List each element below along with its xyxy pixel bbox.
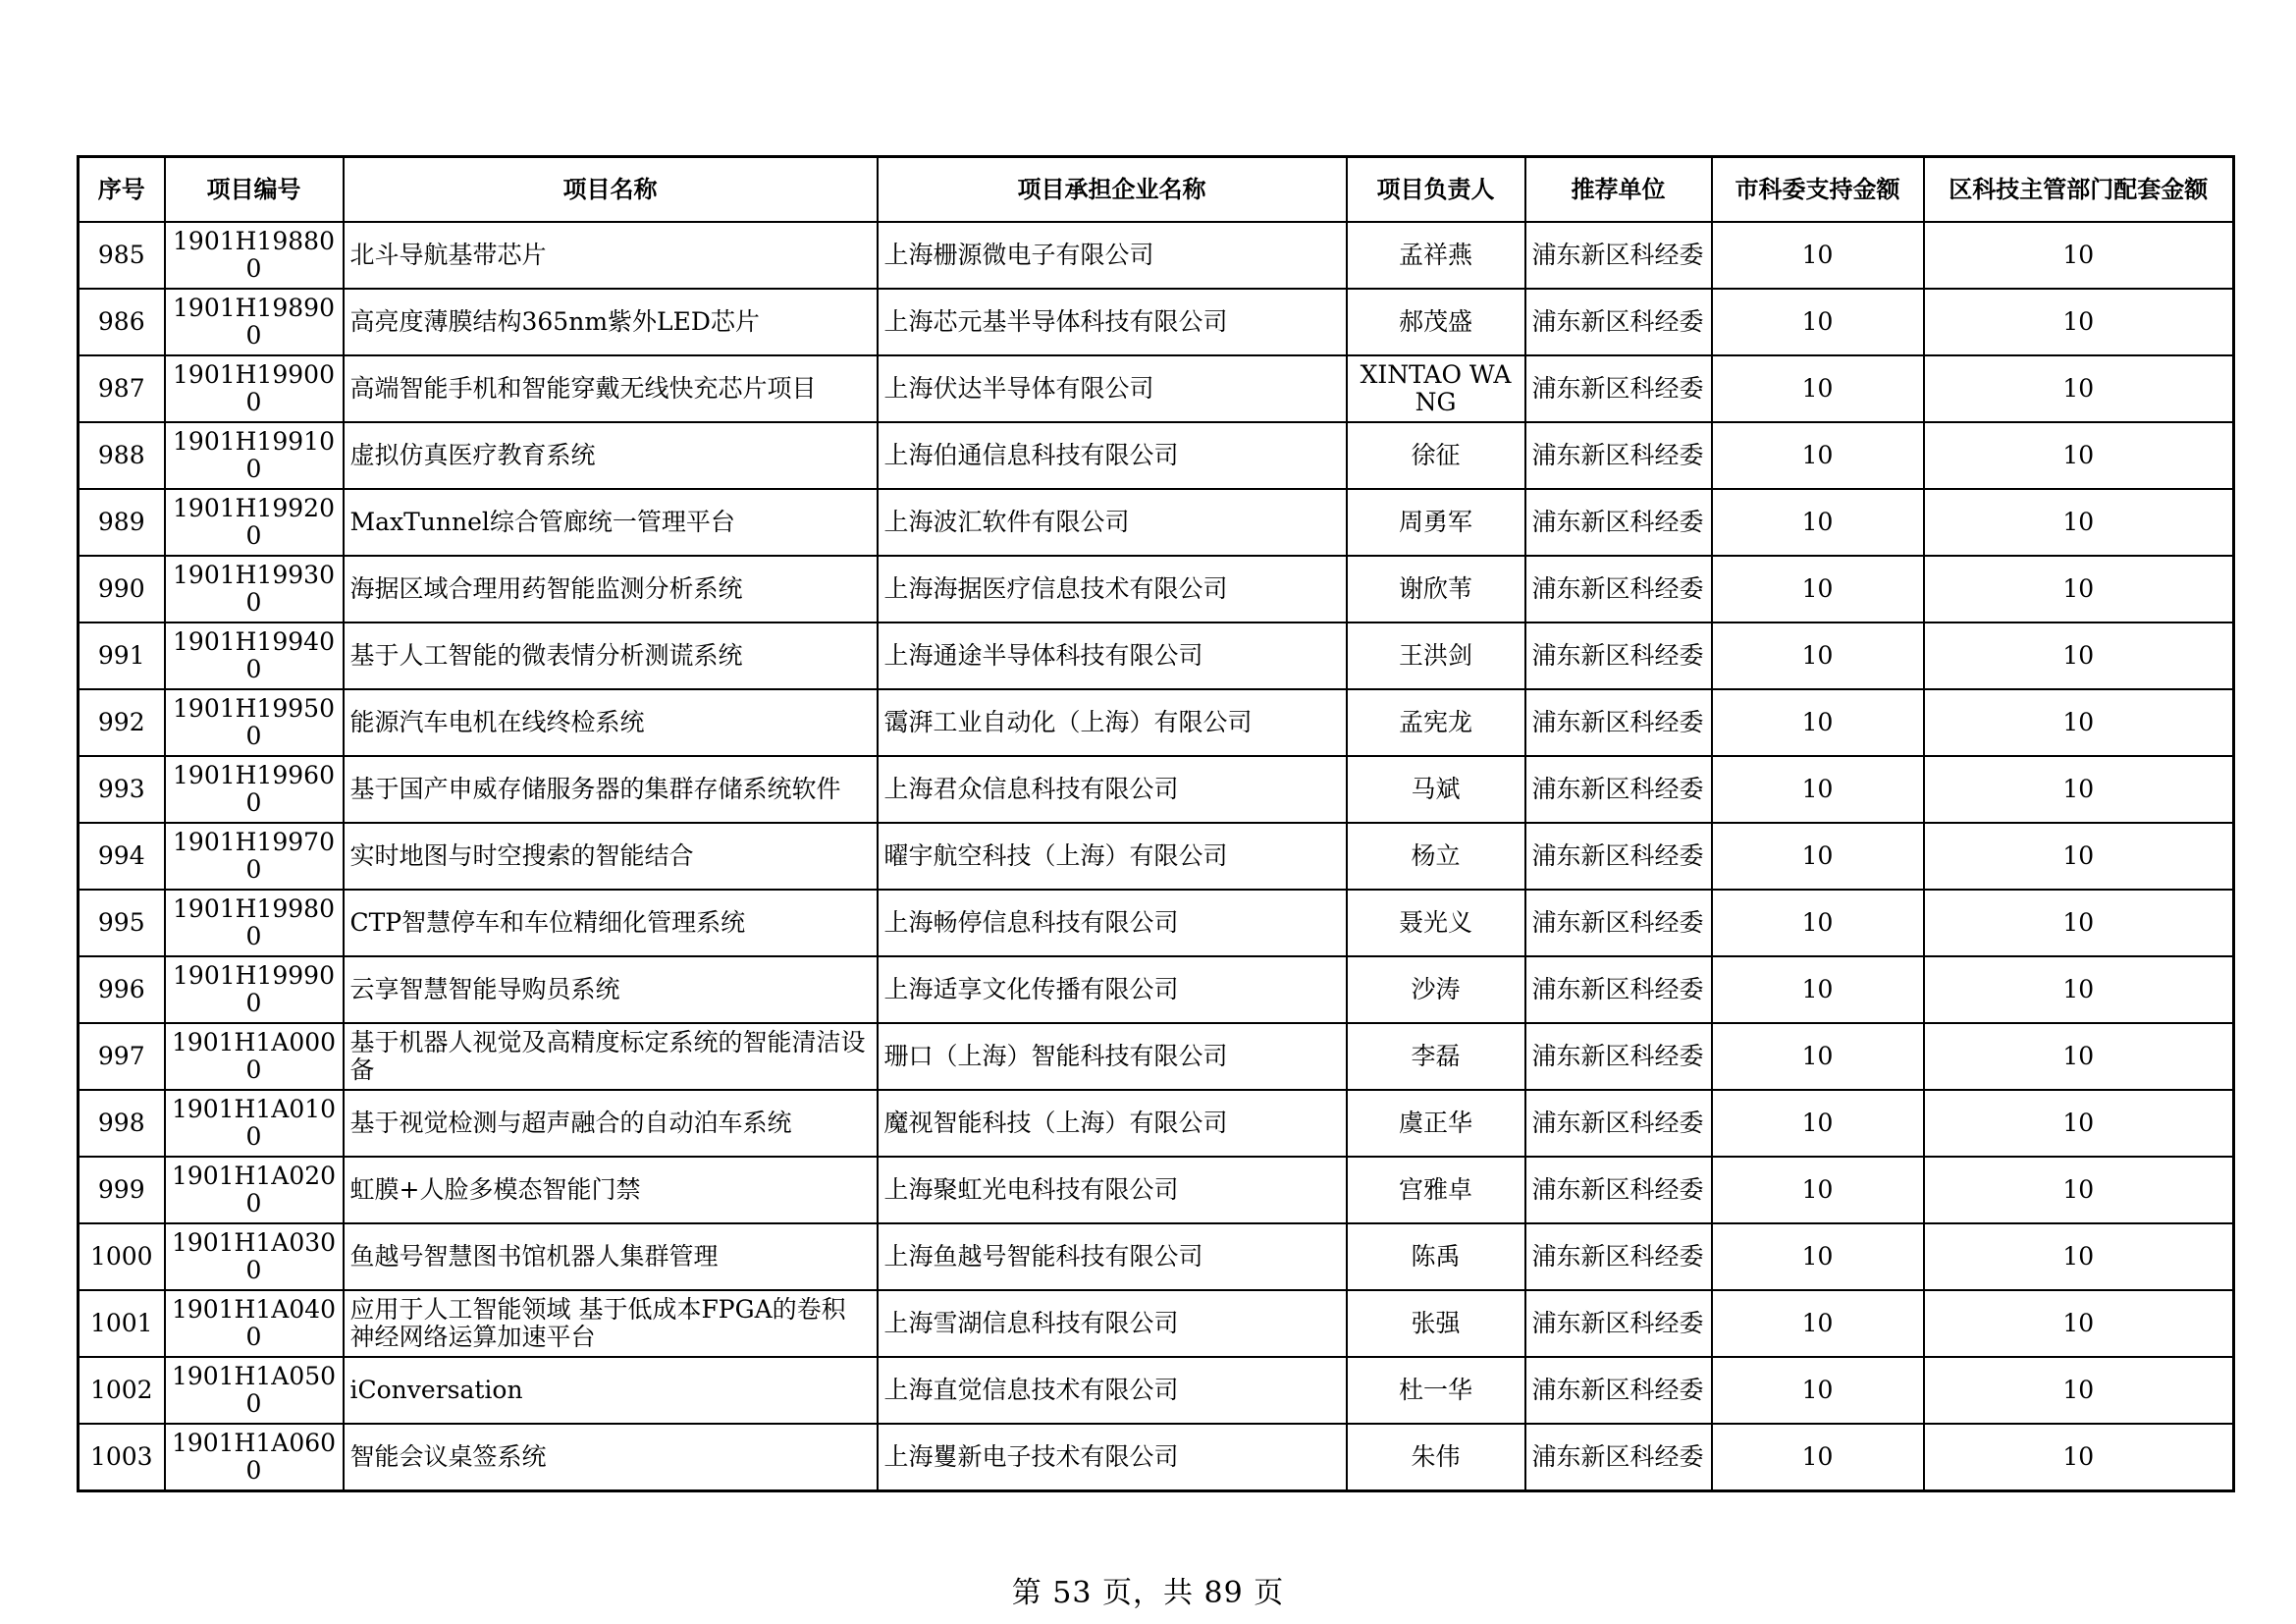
cell-city-funding: 10 [1712, 956, 1924, 1023]
cell-company-name: 上海直觉信息技术有限公司 [878, 1357, 1347, 1424]
cell-project-name: 基于视觉检测与超声融合的自动泊车系统 [344, 1090, 878, 1157]
cell-project-code: 1901H199700 [165, 823, 344, 890]
cell-district-funding: 10 [1924, 890, 2234, 956]
cell-project-leader: 孟祥燕 [1347, 222, 1525, 289]
table-row [79, 556, 2234, 623]
table-row [79, 422, 2234, 489]
cell-project-leader: 徐征 [1347, 422, 1525, 489]
table-row [79, 489, 2234, 556]
cell-project-leader: 周勇军 [1347, 489, 1525, 556]
cell-project-code: 1901H1A0100 [165, 1090, 344, 1157]
table-row [79, 355, 2234, 422]
header-recommending-unit: 推荐单位 [1525, 157, 1712, 223]
cell-company-name: 上海畅停信息科技有限公司 [878, 890, 1347, 956]
cell-company-name: 上海雪湖信息科技有限公司 [878, 1290, 1347, 1357]
cell-seq: 985 [79, 222, 165, 289]
cell-company-name: 上海聚虹光电科技有限公司 [878, 1157, 1347, 1223]
cell-project-name: 高端智能手机和智能穿戴无线快充芯片项目 [344, 355, 878, 422]
cell-recommending-unit: 浦东新区科经委 [1525, 623, 1712, 689]
cell-district-funding: 10 [1924, 689, 2234, 756]
cell-recommending-unit: 浦东新区科经委 [1525, 556, 1712, 623]
cell-recommending-unit: 浦东新区科经委 [1525, 956, 1712, 1023]
cell-city-funding: 10 [1712, 1090, 1924, 1157]
cell-city-funding: 10 [1712, 1023, 1924, 1090]
cell-recommending-unit: 浦东新区科经委 [1525, 1223, 1712, 1290]
cell-project-name: 海据区域合理用药智能监测分析系统 [344, 556, 878, 623]
cell-district-funding: 10 [1924, 623, 2234, 689]
cell-city-funding: 10 [1712, 1357, 1924, 1424]
cell-project-code: 1901H1A0000 [165, 1023, 344, 1090]
cell-project-code: 1901H199100 [165, 422, 344, 489]
cell-recommending-unit: 浦东新区科经委 [1525, 823, 1712, 890]
cell-company-name: 上海矍新电子技术有限公司 [878, 1424, 1347, 1491]
cell-seq: 992 [79, 689, 165, 756]
cell-district-funding: 10 [1924, 289, 2234, 355]
cell-project-leader: 王洪剑 [1347, 623, 1525, 689]
table-row [79, 1223, 2234, 1290]
cell-project-name: iConversation [344, 1357, 878, 1424]
cell-project-leader: 虞正华 [1347, 1090, 1525, 1157]
cell-company-name: 珊口（上海）智能科技有限公司 [878, 1023, 1347, 1090]
table-row [79, 1157, 2234, 1223]
cell-company-name: 霭湃工业自动化（上海）有限公司 [878, 689, 1347, 756]
cell-project-name: 虹膜+人脸多模态智能门禁 [344, 1157, 878, 1223]
cell-seq: 997 [79, 1023, 165, 1090]
cell-city-funding: 10 [1712, 1223, 1924, 1290]
cell-district-funding: 10 [1924, 1290, 2234, 1357]
table-row [79, 1090, 2234, 1157]
table-row [79, 1357, 2234, 1424]
cell-city-funding: 10 [1712, 355, 1924, 422]
cell-project-code: 1901H198800 [165, 222, 344, 289]
cell-project-leader: 朱伟 [1347, 1424, 1525, 1491]
cell-recommending-unit: 浦东新区科经委 [1525, 289, 1712, 355]
cell-project-code: 1901H199200 [165, 489, 344, 556]
cell-project-leader: 马斌 [1347, 756, 1525, 823]
cell-project-code: 1901H1A0600 [165, 1424, 344, 1491]
cell-project-name: 能源汽车电机在线终检系统 [344, 689, 878, 756]
cell-project-code: 1901H199500 [165, 689, 344, 756]
cell-project-name: 基于人工智能的微表情分析测谎系统 [344, 623, 878, 689]
cell-project-name: 虚拟仿真医疗教育系统 [344, 422, 878, 489]
cell-district-funding: 10 [1924, 1223, 2234, 1290]
cell-district-funding: 10 [1924, 823, 2234, 890]
table-row [79, 222, 2234, 289]
cell-company-name: 上海芯元基半导体科技有限公司 [878, 289, 1347, 355]
cell-city-funding: 10 [1712, 689, 1924, 756]
cell-project-leader: 李磊 [1347, 1023, 1525, 1090]
cell-recommending-unit: 浦东新区科经委 [1525, 422, 1712, 489]
cell-recommending-unit: 浦东新区科经委 [1525, 1023, 1712, 1090]
cell-project-name: 云享智慧智能导购员系统 [344, 956, 878, 1023]
cell-project-leader: 张强 [1347, 1290, 1525, 1357]
header-district-funding: 区科技主管部门配套金额 [1924, 157, 2234, 223]
cell-district-funding: 10 [1924, 1424, 2234, 1491]
table-row [79, 623, 2234, 689]
cell-project-code: 1901H199600 [165, 756, 344, 823]
cell-city-funding: 10 [1712, 489, 1924, 556]
cell-district-funding: 10 [1924, 422, 2234, 489]
cell-recommending-unit: 浦东新区科经委 [1525, 1157, 1712, 1223]
cell-district-funding: 10 [1924, 1090, 2234, 1157]
cell-project-name: 鱼越号智慧图书馆机器人集群管理 [344, 1223, 878, 1290]
table-row [79, 890, 2234, 956]
cell-project-name: 基于国产申威存储服务器的集群存储系统软件 [344, 756, 878, 823]
cell-project-leader: 杨立 [1347, 823, 1525, 890]
cell-project-code: 1901H199900 [165, 956, 344, 1023]
cell-project-name: 基于机器人视觉及高精度标定系统的智能清洁设备 [344, 1023, 878, 1090]
cell-company-name: 上海君众信息科技有限公司 [878, 756, 1347, 823]
header-project-code: 项目编号 [165, 157, 344, 223]
cell-recommending-unit: 浦东新区科经委 [1525, 1090, 1712, 1157]
cell-seq: 998 [79, 1090, 165, 1157]
cell-project-name: 应用于人工智能领域 基于低成本FPGA的卷积神经网络运算加速平台 [344, 1290, 878, 1357]
header-company-name: 项目承担企业名称 [878, 157, 1347, 223]
cell-recommending-unit: 浦东新区科经委 [1525, 756, 1712, 823]
cell-project-code: 1901H199800 [165, 890, 344, 956]
header-city-funding: 市科委支持金额 [1712, 157, 1924, 223]
cell-project-name: MaxTunnel综合管廊统一管理平台 [344, 489, 878, 556]
cell-project-leader: 郝茂盛 [1347, 289, 1525, 355]
cell-project-code: 1901H199400 [165, 623, 344, 689]
cell-recommending-unit: 浦东新区科经委 [1525, 689, 1712, 756]
cell-company-name: 上海伯通信息科技有限公司 [878, 422, 1347, 489]
cell-project-name: 高亮度薄膜结构365nm紫外LED芯片 [344, 289, 878, 355]
cell-project-leader: 宫雅卓 [1347, 1157, 1525, 1223]
cell-seq: 1002 [79, 1357, 165, 1424]
cell-district-funding: 10 [1924, 1157, 2234, 1223]
cell-company-name: 上海通途半导体科技有限公司 [878, 623, 1347, 689]
cell-project-leader: 陈禹 [1347, 1223, 1525, 1290]
cell-project-code: 1901H199000 [165, 355, 344, 422]
cell-company-name: 上海栅源微电子有限公司 [878, 222, 1347, 289]
cell-project-leader: XINTAO WANG [1347, 355, 1525, 422]
cell-district-funding: 10 [1924, 556, 2234, 623]
cell-company-name: 上海鱼越号智能科技有限公司 [878, 1223, 1347, 1290]
projects-table [77, 155, 2235, 1492]
table-row [79, 289, 2234, 355]
cell-recommending-unit: 浦东新区科经委 [1525, 1357, 1712, 1424]
cell-project-leader: 沙涛 [1347, 956, 1525, 1023]
cell-seq: 991 [79, 623, 165, 689]
cell-seq: 995 [79, 890, 165, 956]
cell-company-name: 上海伏达半导体有限公司 [878, 355, 1347, 422]
cell-seq: 1003 [79, 1424, 165, 1491]
cell-project-leader: 杜一华 [1347, 1357, 1525, 1424]
cell-district-funding: 10 [1924, 355, 2234, 422]
header-project-name: 项目名称 [344, 157, 878, 223]
cell-city-funding: 10 [1712, 823, 1924, 890]
cell-district-funding: 10 [1924, 1023, 2234, 1090]
cell-project-code: 1901H1A0400 [165, 1290, 344, 1357]
cell-seq: 989 [79, 489, 165, 556]
cell-project-code: 1901H1A0500 [165, 1357, 344, 1424]
cell-project-code: 1901H1A0200 [165, 1157, 344, 1223]
cell-recommending-unit: 浦东新区科经委 [1525, 1290, 1712, 1357]
cell-recommending-unit: 浦东新区科经委 [1525, 1424, 1712, 1491]
cell-city-funding: 10 [1712, 756, 1924, 823]
cell-city-funding: 10 [1712, 1424, 1924, 1491]
cell-district-funding: 10 [1924, 489, 2234, 556]
table-row [79, 823, 2234, 890]
table-row [79, 756, 2234, 823]
cell-project-leader: 孟宪龙 [1347, 689, 1525, 756]
cell-district-funding: 10 [1924, 956, 2234, 1023]
cell-project-code: 1901H1A0300 [165, 1223, 344, 1290]
cell-seq: 1000 [79, 1223, 165, 1290]
header-project-leader: 项目负责人 [1347, 157, 1525, 223]
cell-recommending-unit: 浦东新区科经委 [1525, 489, 1712, 556]
cell-company-name: 曜宇航空科技（上海）有限公司 [878, 823, 1347, 890]
cell-city-funding: 10 [1712, 222, 1924, 289]
cell-seq: 988 [79, 422, 165, 489]
cell-city-funding: 10 [1712, 556, 1924, 623]
cell-company-name: 上海适享文化传播有限公司 [878, 956, 1347, 1023]
cell-seq: 987 [79, 355, 165, 422]
cell-project-name: 北斗导航基带芯片 [344, 222, 878, 289]
cell-company-name: 魔视智能科技（上海）有限公司 [878, 1090, 1347, 1157]
cell-seq: 990 [79, 556, 165, 623]
cell-seq: 999 [79, 1157, 165, 1223]
header-row [79, 157, 2234, 223]
cell-city-funding: 10 [1712, 623, 1924, 689]
cell-seq: 993 [79, 756, 165, 823]
table-row [79, 689, 2234, 756]
cell-seq: 996 [79, 956, 165, 1023]
header-seq: 序号 [79, 157, 165, 223]
cell-district-funding: 10 [1924, 222, 2234, 289]
cell-city-funding: 10 [1712, 1290, 1924, 1357]
cell-recommending-unit: 浦东新区科经委 [1525, 222, 1712, 289]
cell-project-leader: 谢欣苇 [1347, 556, 1525, 623]
cell-seq: 1001 [79, 1290, 165, 1357]
cell-seq: 994 [79, 823, 165, 890]
cell-project-name: 智能会议桌签系统 [344, 1424, 878, 1491]
cell-project-name: 实时地图与时空搜索的智能结合 [344, 823, 878, 890]
cell-recommending-unit: 浦东新区科经委 [1525, 355, 1712, 422]
page-number: 第 53 页，共 89 页 [1011, 1576, 1285, 1610]
table-row [79, 1424, 2234, 1491]
cell-recommending-unit: 浦东新区科经委 [1525, 890, 1712, 956]
cell-project-code: 1901H199300 [165, 556, 344, 623]
cell-city-funding: 10 [1712, 289, 1924, 355]
cell-seq: 986 [79, 289, 165, 355]
cell-city-funding: 10 [1712, 1157, 1924, 1223]
cell-project-name: CTP智慧停车和车位精细化管理系统 [344, 890, 878, 956]
cell-company-name: 上海海据医疗信息技术有限公司 [878, 556, 1347, 623]
cell-city-funding: 10 [1712, 890, 1924, 956]
cell-district-funding: 10 [1924, 1357, 2234, 1424]
table-row [79, 956, 2234, 1023]
cell-company-name: 上海波汇软件有限公司 [878, 489, 1347, 556]
table-row [79, 1023, 2234, 1090]
cell-project-code: 1901H198900 [165, 289, 344, 355]
cell-city-funding: 10 [1712, 422, 1924, 489]
cell-project-leader: 聂光义 [1347, 890, 1525, 956]
table-row [79, 1290, 2234, 1357]
cell-district-funding: 10 [1924, 756, 2234, 823]
